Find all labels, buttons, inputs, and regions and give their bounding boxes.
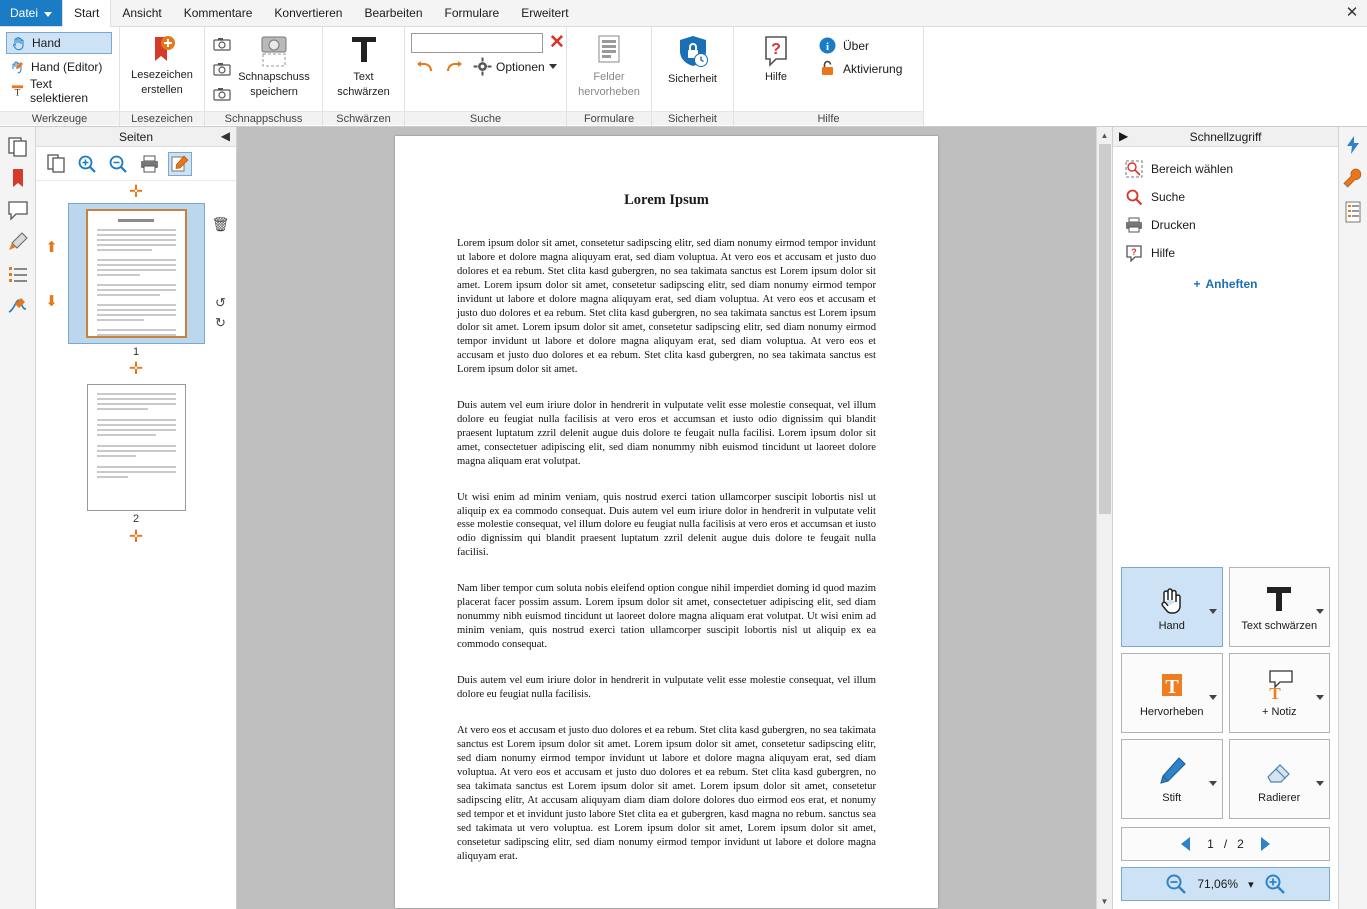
create-bookmark-label-1: Lesezeichen [131,69,193,81]
text-redact-icon [1262,583,1296,617]
snapshot-camera-region-button[interactable] [209,58,235,80]
ribbon-group-lesezeichen [120,27,205,126]
page-thumbnail-1[interactable] [68,203,205,344]
document-paragraph: Nam liber tempor cum soluta nobis eleifend option congue nihil imperdiet doming id quod mazim placerat facer possim assum. Lorem ipsum dolor sit amet, consectetuer adipiscing elit, sed diam nonummy nibh euismod tincidunt ut laoreet dolore magna aliquam erat volutpat. Ut wisi enim ad minim veniam, quis nostrud exerci tation ullamcorper suscipit lobortis nisl ut aliquip ex ea commodo consequat. [457,583,876,651]
quick-item-print-label: Drucken [1151,218,1196,232]
snapshot-camera-page-button[interactable] [209,83,235,105]
menu-item-kommentare-label: Kommentare [183,6,253,20]
save-snapshot-label-2: speichern [250,85,298,98]
ribbon-group-werkzeuge-label: Werkzeuge [0,111,119,125]
tools-icon[interactable] [1342,167,1364,189]
close-icon[interactable]: ✕ [1345,4,1359,21]
activation-label: Aktivierung [843,61,903,76]
page-thumbnail-2-row [36,384,236,511]
help-button[interactable] [738,30,814,84]
quick-actions-icon[interactable] [1343,135,1363,155]
ribbon-group-schwaerzen [323,27,405,126]
list-tool-icon[interactable] [7,263,29,285]
rotate-left-icon[interactable]: ↺ [215,295,226,310]
search-icon [1125,188,1143,206]
hand-editor-icon [10,59,26,75]
scrollbar-thumb[interactable] [1099,144,1111,514]
zoom-control [1121,867,1330,901]
chevron-down-icon[interactable] [1316,781,1324,786]
insert-page-icon-bottom[interactable]: ✛ [128,527,144,546]
clear-search-icon[interactable]: ✕ [549,32,565,53]
tool-text-select-label: Text selektieren [29,77,88,105]
quick-access-header [1113,127,1338,147]
print-icon [1125,216,1143,234]
tile-pen[interactable] [1121,739,1223,819]
document-paragraph: At vero eos et accusam et justo duo dolores et ea rebum. Stet clita kasd gubergren, no sea takimata sanctus est Lorem ipsum dolor sit amet. Lorem ipsum dolor sit amet, consetetur sadipscing elitr, sed diam nonumy eirmod tempor invidunt ut labore et dolore magna aliquyam erat, sed diam voluptua. At vero eos et accusam et justo duo dolores et ea rebum. Stet clita kasd gubergren, no sea takimata sanctus est Lorem ipsum dolor sit amet. Lorem ipsum dolor sit amet, consetetur sadipscing elitr, At accusam aliquyam diam diam dolore dolores duo eirmod eos erat, et nonumy sed tempor et et invidunt justo labore Stet clita ea et gubergren, kasd magna no rebum. sanctus sea sed takimata ut vero voluptua. est Lorem ipsum dolor sit amet, Lorem ipsum dolor sit amet, consetetur sadipscing elitr, sed diam nonumy eirmod tempor invidunt ut labore et dolore magna aliquyam erat. [457,725,876,862]
tile-pen-label: Stift [1162,791,1182,804]
ribbon-group-lesezeichen-label: Lesezeichen [120,111,204,125]
prev-page-icon[interactable] [1175,834,1197,854]
security-label: Sicherheit [668,73,717,85]
zoom-in-icon[interactable] [1264,873,1286,895]
menu-item-datei[interactable] [0,0,62,26]
document-paragraph: Ut wisi enim ad minim veniam, quis nostrud exerci tation ullamcorper suscipit lobortis nisl ut aliquip ex ea commodo consequat. Duis autem vel eum iriure dolor in hendrerit in vulputate velit esse molestie consequat, vel illum dolore eu feugiat nulla facilisis at vero eros et accumsan et iusto odio dignissim qui blandit praesent luptatum zzril delenit augue duis dolore te feugait nulla facilisi. [457,491,876,559]
highlight-fields-label-1: Felder [593,71,625,83]
pages-panel-icon[interactable] [7,135,29,157]
help-icon [758,33,794,69]
camera-region-icon [213,62,231,76]
expand-panel-icon[interactable]: ▶ [1119,129,1129,143]
document-paragraph: Lorem ipsum dolor sit amet, consetetur sadipscing elitr, sed diam nonumy eirmod tempor invidunt ut labore et dolore magna aliquyam erat, sed diam voluptua. At vero eos et accusam et justo duo dolores et ea rebum. Stet clita kasd gubergren, no sea takimata sanctus est Lorem ipsum dolor sit amet. Lorem ipsum dolor sit amet, consetetur sadipscing elitr, sed diam nonumy eirmod tempor invidunt ut labore et dolore magna aliquyam erat, sed diam voluptua. At vero eos et accusam et justo duo dolores et ea rebum. Stet clita kasd gubergren, no sea takimata sanctus est Lorem ipsum dolor sit amet. Lorem ipsum dolor sit amet, consetetur sadipscing elitr, sed diam nonumy eirmod tempor invidunt ut labore et dolore magna aliquyam erat, sed diam voluptua. At vero eos et accusam et justo duo dolores et ea rebum. Stet clita kasd gubergren, no sea takimata sanctus est Lorem ipsum dolor sit amet. [457,238,876,375]
quick-item-help-label: Hilfe [1151,246,1176,260]
tile-note[interactable] [1229,653,1331,733]
pages-toolbar [36,147,236,181]
quick-item-search[interactable] [1113,183,1338,211]
tool-hand-label: Hand [32,36,61,50]
chevron-down-icon[interactable]: ▾ [1248,878,1254,891]
svg-text:?: ? [1131,247,1137,257]
delete-page-icon[interactable]: 🗑 [211,216,230,232]
quick-access-title: Schnellzugriff [1189,129,1262,144]
ribbon-group-sicherheit-label: Sicherheit [652,111,733,125]
menu-item-kommentare[interactable] [173,0,264,26]
info-icon [818,36,837,55]
search-options-label: Optionen [496,59,545,74]
page-thumbnail-2[interactable] [87,384,186,511]
ribbon-group-schnappschuss [205,27,323,126]
properties-icon[interactable] [1343,201,1363,223]
chevron-down-icon[interactable] [1316,695,1324,700]
page-thumbnail-1-row [36,203,236,344]
text-redact-icon [345,33,383,69]
menu-item-bearbeiten-label: Bearbeiten [364,6,423,20]
camera-page-icon [213,87,231,101]
pages-panel-title: Seiten [118,129,154,144]
move-page-up-icon[interactable]: ⬆ [45,238,58,256]
ribbon-group-sicherheit [652,27,734,126]
move-page-down-icon[interactable]: ⬇ [45,292,58,310]
redact-text-label-1: Text [353,71,374,83]
page-actions [211,216,231,331]
ribbon-toolbar [0,27,1367,127]
scroll-down-icon[interactable]: ▼ [1097,893,1113,909]
tool-tiles [1113,567,1338,825]
menu-item-start[interactable] [62,0,111,27]
page-layout-icon[interactable] [44,152,68,176]
help-label: Hilfe [764,71,787,83]
pages-panel-header [36,127,236,147]
tool-hand[interactable] [6,32,112,54]
page-thumbnail-2-number: 2 [132,513,140,525]
select-area-icon [1125,160,1143,178]
plus-icon: + [1193,277,1201,291]
menu-bar [0,0,1367,27]
about-label: Über [843,38,870,53]
ribbon-empty-area [924,27,1367,126]
pen-icon [1155,755,1189,789]
form-fields-icon [591,33,627,69]
search-prev-icon[interactable] [415,58,435,76]
scroll-up-icon[interactable]: ▲ [1097,127,1113,143]
zoom-out-icon[interactable] [1165,873,1187,895]
pin-label: Anheften [1205,277,1258,291]
chevron-down-icon [549,64,557,69]
comments-panel-icon[interactable] [7,199,29,221]
create-bookmark-label-2: erstellen [141,83,183,96]
main-area [0,127,1367,909]
save-snapshot-label-1: Schnapschuss [238,71,310,83]
search-input[interactable] [411,33,543,53]
menu-item-konvertieren-label: Konvertieren [274,6,343,20]
left-tool-strip [0,127,36,909]
ribbon-group-schnappschuss-label: Schnappschuss [205,111,322,125]
next-page-icon[interactable] [1254,834,1276,854]
rotate-right-icon[interactable]: ↻ [215,315,226,330]
menu-item-erweitert[interactable] [510,0,579,26]
quick-item-select-area[interactable] [1113,155,1338,183]
note-icon [1260,669,1298,703]
menu-item-bearbeiten[interactable] [353,0,433,26]
svg-text:i: i [825,41,830,53]
chevron-down-icon [44,12,52,17]
svg-text:T: T [1269,683,1281,703]
search-next-icon[interactable] [444,58,464,76]
tile-note-label: + Notiz [1261,705,1297,718]
quick-item-search-label: Suche [1151,190,1186,204]
text-select-icon [10,83,25,99]
save-snapshot-icon [256,33,292,69]
hand-icon [11,35,27,51]
page-thumbnail-1-number: 1 [132,346,140,358]
document-paragraph: Duis autem vel eum iriure dolor in hendrerit in vulputate velit esse molestie consequat, vel illum dolore eu feugiat nulla facilisis. [457,675,876,701]
pages-panel [36,127,237,909]
highlight-fields-label-2: hervorheben [578,85,640,98]
tile-eraser[interactable] [1229,739,1331,819]
menu-item-formulare-label: Formulare [444,6,500,20]
collapse-panel-icon[interactable]: ◀ [220,129,230,143]
insert-page-icon-top[interactable]: ✛ [128,182,144,201]
page-separator: / [1223,837,1228,851]
ribbon-group-hilfe [734,27,924,126]
page-move-controls [42,238,62,310]
menu-item-erweitert-label: Erweitert [521,6,569,20]
current-page-value[interactable]: 1 [1207,837,1214,851]
quick-item-select-area-label: Bereich wählen [1151,162,1234,176]
signature-tool-icon[interactable] [7,295,29,317]
highlight-icon [1155,669,1189,703]
zoom-out-icon[interactable] [106,152,130,176]
redact-text-label-2: schwärzen [337,85,390,98]
pages-thumbnail-list[interactable] [36,181,236,909]
ribbon-group-werkzeuge [0,27,120,126]
insert-page-icon-middle[interactable]: ✛ [128,359,144,378]
tile-text-redact-label: Text schwärzen [1241,619,1318,632]
ribbon-group-hilfe-label: Hilfe [734,111,923,125]
menu-item-datei-label: Datei [10,6,39,20]
tile-highlight[interactable] [1121,653,1223,733]
save-snapshot-button[interactable] [237,30,311,98]
about-button[interactable] [818,36,902,55]
quick-access-panel [1112,127,1338,909]
menu-item-start-label: Start [74,6,100,20]
quick-item-print[interactable] [1113,211,1338,239]
ribbon-group-formulare [567,27,652,126]
tile-highlight-label: Hervorheben [1139,705,1204,718]
document-paragraph: Duis autem vel eum iriure dolor in hendrerit in vulputate velit esse molestie consequat, vel illum dolore eu feugiat nulla facilisis at vero eros et accumsan et iusto odio dignissim qui blandit praesent luptatum zzril delenit augue duis dolore te feugait nulla facilisi. Lorem ipsum dolor sit amet, consectetuer adipiscing elit, sed diam nonummy nibh euismod tincidunt ut laoreet dolore magna aliquam erat volutpat. [457,399,876,467]
menu-item-ansicht[interactable] [111,0,172,26]
eraser-icon [1262,755,1296,789]
edit-pages-icon[interactable] [168,152,192,176]
page-thumbnail-1-preview [87,210,186,337]
quick-item-help[interactable] [1113,239,1338,267]
redact-text-button[interactable] [327,30,400,98]
viewer-scrollbar[interactable] [1096,127,1112,909]
snapshot-camera-button[interactable] [209,33,235,55]
svg-text:?: ? [771,41,781,58]
bookmark-icon [145,33,179,67]
right-tool-strip [1338,127,1367,909]
menu-item-ansicht-label: Ansicht [122,6,162,20]
hand-icon [1155,583,1189,617]
svg-text:T: T [14,88,21,99]
page-navigation [1121,827,1330,861]
security-button[interactable] [656,30,729,86]
ribbon-group-suche [405,27,567,126]
document-page [395,136,938,908]
tile-eraser-label: Radierer [1258,791,1301,804]
tool-hand-editor-label: Hand (Editor) [31,60,103,74]
chevron-down-icon[interactable] [1209,781,1217,786]
bookmarks-panel-icon[interactable] [7,167,29,189]
chevron-down-icon[interactable] [1209,609,1217,614]
activation-button[interactable] [818,59,902,78]
document-viewer[interactable] [237,127,1096,909]
chevron-down-icon[interactable] [1209,695,1217,700]
lock-icon [818,59,837,78]
quick-access-spacer [1113,291,1338,567]
camera-icon [213,37,231,51]
create-bookmark-button[interactable] [125,30,199,96]
menu-item-konvertieren[interactable] [263,0,353,26]
tool-text-select[interactable] [6,77,112,105]
quick-access-list [1113,147,1338,291]
pin-button[interactable] [1113,267,1338,291]
ribbon-group-suche-label: Suche [405,111,566,125]
shield-lock-icon [674,33,712,71]
search-options-button[interactable] [473,57,557,76]
ribbon-group-formulare-label: Formulare [567,111,651,125]
svg-text:T: T [1165,675,1179,698]
zoom-value[interactable]: 71,06% [1197,877,1239,891]
total-pages-value: 2 [1237,837,1244,851]
help-icon [1125,244,1143,262]
chevron-down-icon[interactable] [1316,609,1324,614]
highlight-fields-button[interactable] [572,30,646,98]
highlight-tool-icon[interactable] [7,231,29,253]
document-title: Lorem Ipsum [624,192,709,208]
tile-hand-label: Hand [1158,619,1185,632]
zoom-in-icon[interactable] [75,152,99,176]
ribbon-group-schwaerzen-label: Schwärzen [323,111,404,125]
tile-hand[interactable] [1121,567,1223,647]
tool-hand-editor[interactable] [6,56,112,78]
gear-icon [473,57,492,76]
tile-text-redact[interactable] [1229,567,1331,647]
print-icon[interactable] [137,152,161,176]
menu-item-formulare[interactable] [434,0,511,26]
